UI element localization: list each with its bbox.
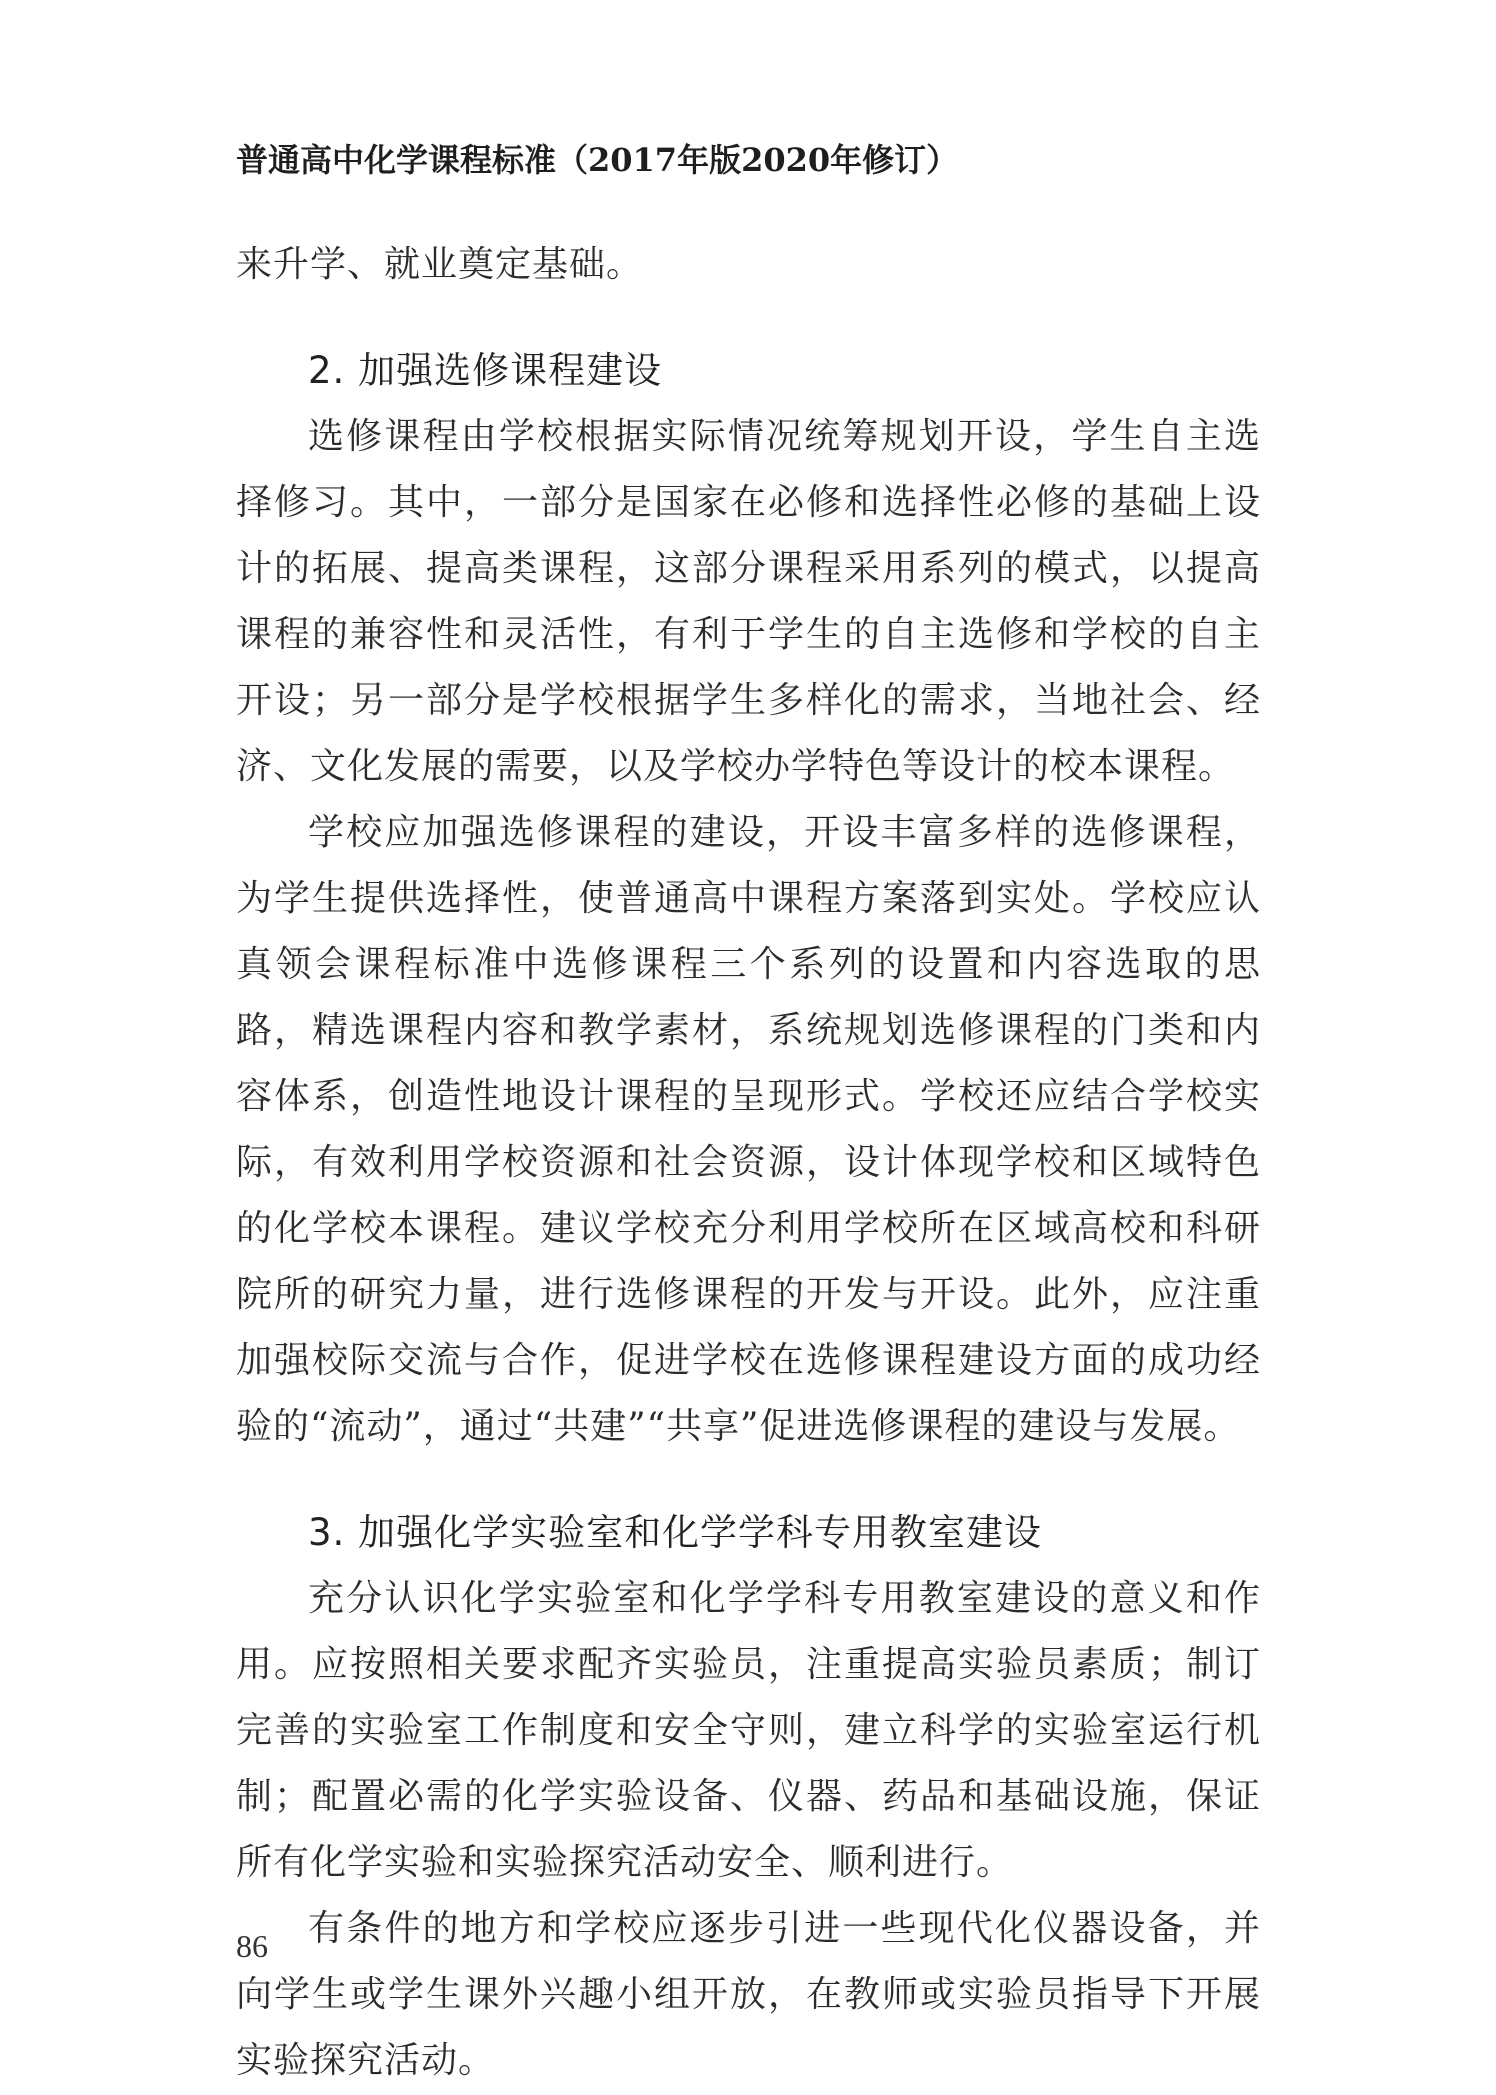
section-heading-laboratory: 3. 加强化学实验室和化学学科专用教室建设 xyxy=(308,1511,1043,1554)
paragraph: 选修课程由学校根据实际情况统筹规划开设，学生自主选择修习。其中，一部分是国家在必修和选择性必修的基础上设计的拓展、提高类课程，这部分课程采用系列的模式，以提高课程的兼容性和灵活性，有利于学生的自主选修和学校的自主开设；另一部分是学校根据学生多样化的需求，当地社会、经济、文化发展的需要，以及学校办学特色等设计的校本课程。 xyxy=(236,416,1261,787)
paragraph: 有条件的地方和学校应逐步引进一些现代化仪器设备，并向学生或学生课外兴趣小组开放，在教师或实验员指导下开展实验探究活动。 xyxy=(236,1908,1261,2081)
paragraph: 充分认识化学实验室和化学学科专用教室建设的意义和作用。应按照相关要求配齐实验员，注重提高实验员素质；制订完善的实验室工作制度和安全守则，建立科学的实验室运行机制；配置必需的化学实验设备、仪器、药品和基础设施，保证所有化学实验和实验探究活动安全、顺利进行。 xyxy=(236,1578,1261,1883)
running-header: 普通高中化学课程标准（2017年版2020年修订） xyxy=(236,141,959,179)
section-heading-electives: 2. 加强选修课程建设 xyxy=(308,349,663,392)
continuation-paragraph: 来升学、就业奠定基础。 xyxy=(236,244,644,285)
spacer xyxy=(236,1460,1261,1500)
paragraph: 学校应加强选修课程的建设，开设丰富多样的选修课程，为学生提供选择性，使普通高中课程方案落到实处。学校应认真领会课程标准中选修课程三个系列的设置和内容选取的思路，精选课程内容和教学素材，系统规划选修课程的门类和内容体系，创造性地设计课程的呈现形式。学校还应结合学校实际，有效利用学校资源和社会资源，设计体现学校和区域特色的化学校本课程。建议学校充分利用学校所在区域高校和科研院所的研究力量，进行选修课程的开发与开设。此外，应注重加强校际交流与合作，促进学校在选修课程建设方面的成功经验的“流动”，通过“共建”“共享”促进选修课程的建设与发展。 xyxy=(236,812,1261,1447)
spacer xyxy=(236,298,1261,338)
page-number: 86 xyxy=(236,1928,268,1964)
page-body xyxy=(236,232,1261,2094)
